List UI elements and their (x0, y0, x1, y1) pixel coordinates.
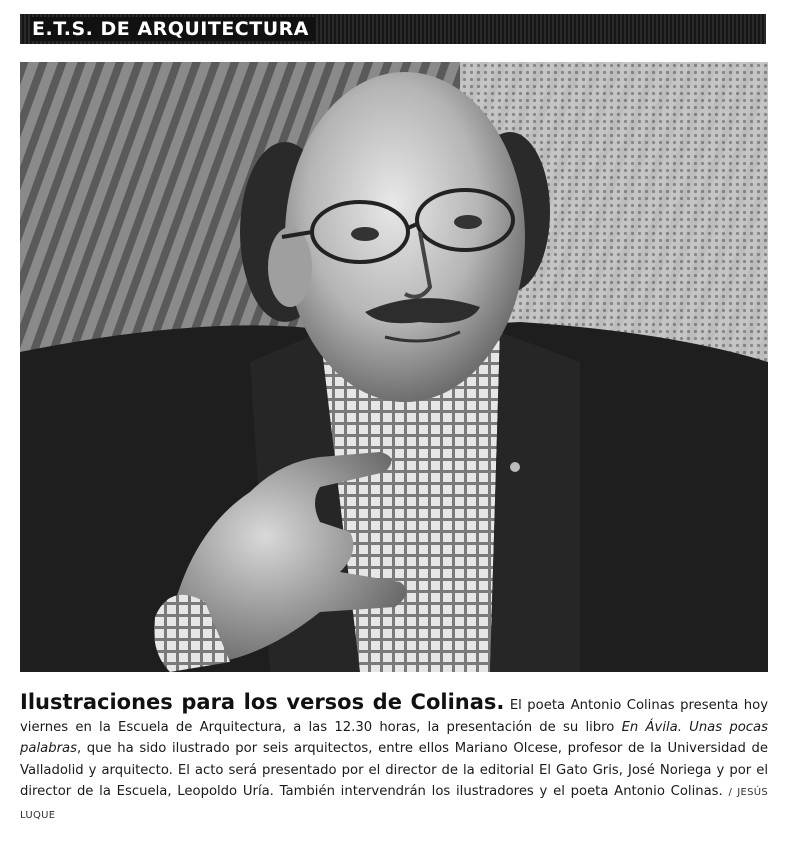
photo-credit: / JESÚS LUQUE (20, 787, 768, 821)
caption-body-part1: El poeta Antonio Colinas presenta hoy viernes en la Escuela de Arquitectura, a las 12.30 horas, la presentación de su libro (20, 698, 769, 735)
caption-headline: Ilustraciones para los versos de Colinas. (20, 690, 505, 714)
section-header-bar (20, 14, 766, 44)
book-title: En Ávila. Unas pocas palabras (20, 719, 768, 756)
portrait-illustration (20, 62, 768, 672)
photo-caption (20, 692, 768, 826)
caption-body-part2: , que ha sido ilustrado por seis arquitectos, entre ellos Mariano Olcese, profesor de la Universidad de Valladolid y arquitecto. El acto será presentado por el director de la editorial El Gato Gris, José Noriega y por el director de la Escuela, Leopoldo Uría. También intervendrán los ilustradores y el poeta Antonio Colinas. (20, 741, 768, 799)
news-photo (20, 62, 768, 672)
section-label: E.T.S. DE ARQUITECTURA (30, 17, 315, 41)
